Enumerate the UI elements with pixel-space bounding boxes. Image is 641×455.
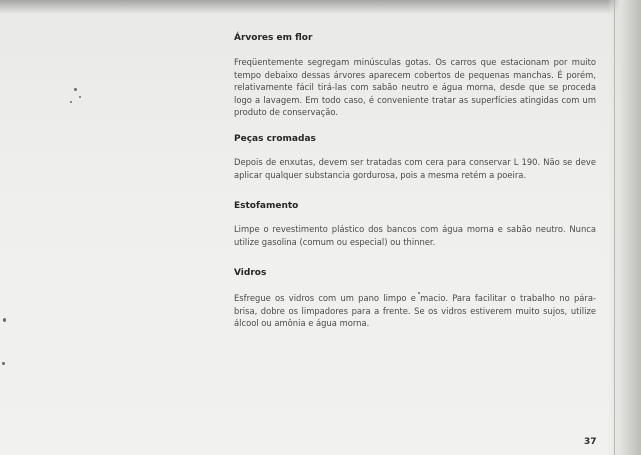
book-spine-line bbox=[614, 0, 615, 455]
section-heading: Estofamento bbox=[234, 201, 299, 211]
section-heading: Vidros bbox=[234, 268, 267, 278]
section-arvores-em-flor bbox=[234, 33, 596, 119]
section-heading: Peças cromadas bbox=[234, 134, 316, 144]
section-estofamento bbox=[234, 201, 596, 248]
section-body: Limpe o revestimento plástico dos bancos com água morna e sabão neutro. Nunca utilize gasolina (comum ou especial) ou thinner. bbox=[234, 224, 596, 247]
book-spine-edge bbox=[607, 0, 641, 455]
scan-speck bbox=[79, 96, 81, 98]
scan-speck bbox=[3, 318, 6, 322]
section-body: Depois de enxutas, devem ser tratadas com cera para conservar L 190. Não se deve aplicar qualquer substancia gordurosa, pois a mesma retém a poeira. bbox=[234, 157, 596, 180]
section-body: Freqüentemente segregam minúsculas gotas. Os carros que estacionam por muito tempo debaixo dessas árvores aparecem cobertos de pequenas manchas. É porém, relativamente fácil tirá-las com sabão neutro e água morna, desde que se proceda logo a lavagem. Em todo caso, é conveniente tratar as superfícies atingidas com um produto de conservação. bbox=[234, 57, 596, 118]
section-pecas-cromadas bbox=[234, 134, 596, 181]
section-heading: Árvores em flor bbox=[234, 33, 313, 43]
section-vidros bbox=[234, 268, 596, 330]
page-number: 37 bbox=[584, 437, 597, 447]
section-body: Esfregue os vidros com um pano limpo e macio. Para facilitar o trabalho no pára-brisa, dobre os limpadores para a frente. Se os vidros estiverem muito sujos, utilize álcool ou amônia e água morna. bbox=[234, 293, 596, 329]
scan-top-shadow bbox=[0, 0, 641, 14]
scan-speck bbox=[74, 88, 77, 91]
scan-speck bbox=[2, 362, 5, 365]
scan-speck bbox=[70, 101, 72, 103]
